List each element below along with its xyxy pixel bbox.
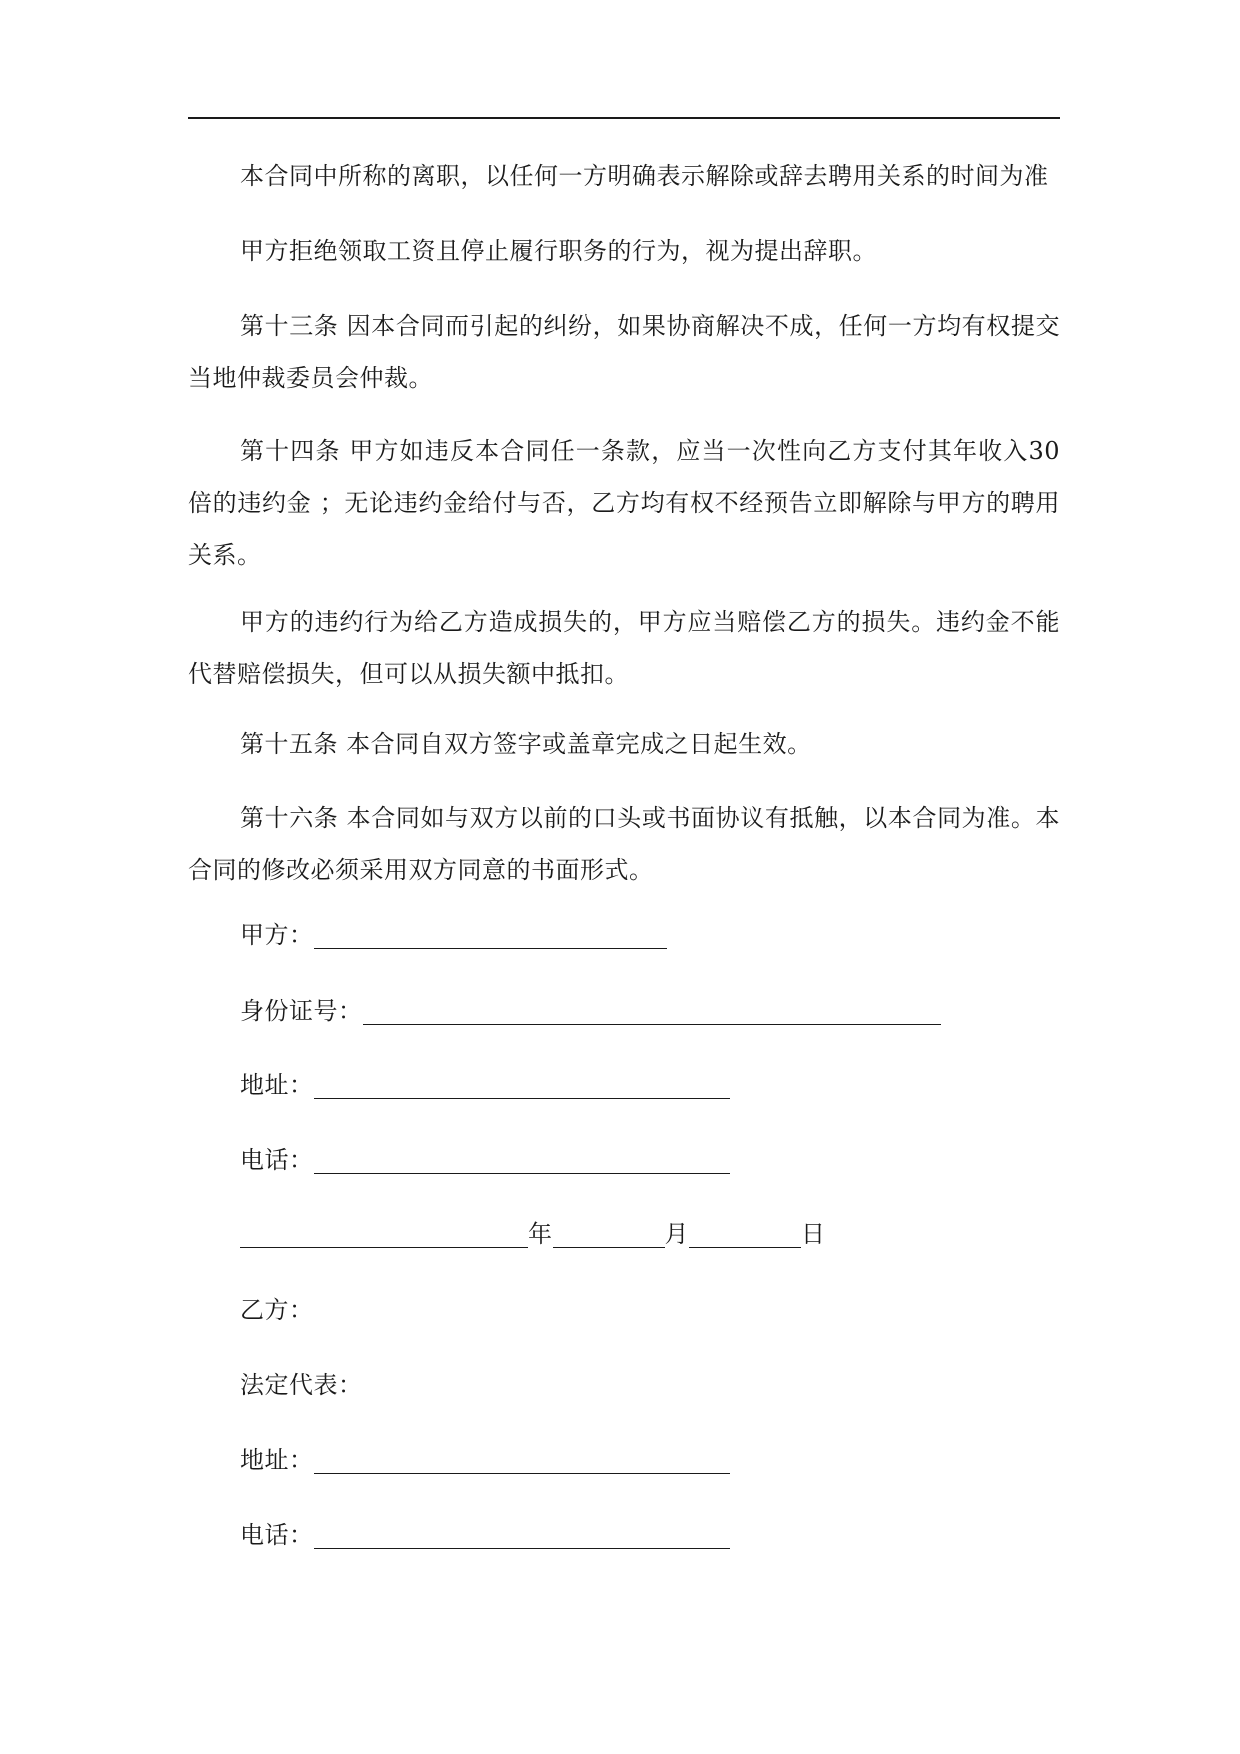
party-b-rep-label: 法定代表：: [240, 1371, 363, 1399]
party-b-rep-field: [240, 1367, 363, 1403]
party-a-name-field[interactable]: [240, 917, 667, 953]
party-b-name-label: 乙方：: [240, 1296, 314, 1324]
paragraph-damages: 甲方的违约行为给乙方造成损失的，甲方应当赔偿乙方的损失。违约金不能代替赔偿损失，但可以从损失额中抵扣。: [188, 608, 1060, 688]
paragraph-refusal-of-wages: 甲方拒绝领取工资且停止履行职务的行为，视为提出辞职。: [240, 237, 877, 265]
party-b-address-label: 地址：: [240, 1446, 314, 1474]
party-b-phone-field[interactable]: [240, 1517, 730, 1553]
party-a-name-label: 甲方：: [240, 921, 314, 949]
party-a-id-label: 身份证号：: [240, 997, 363, 1025]
date-day-blank[interactable]: [689, 1223, 801, 1248]
paragraph-article-13: 第十三条 因本合同而引起的纠纷，如果协商解决不成，任何一方均有权提交当地仲裁委员会仲裁。: [188, 312, 1060, 392]
date-day-label: 日: [801, 1220, 826, 1248]
party-a-address-field[interactable]: [240, 1067, 730, 1103]
party-a-address-blank[interactable]: [314, 1074, 730, 1099]
paragraph-article-16: 第十六条 本合同如与双方以前的口头或书面协议有抵触，以本合同为准。本合同的修改必须采用双方同意的书面形式。: [188, 804, 1060, 884]
party-a-id-field[interactable]: [240, 993, 941, 1029]
paragraph-article-15: 第十五条 本合同自双方签字或盖章完成之日起生效。: [240, 730, 812, 758]
party-a-phone-blank[interactable]: [314, 1149, 730, 1174]
party-b-name-field: [240, 1292, 314, 1328]
party-b-phone-blank[interactable]: [314, 1524, 730, 1549]
party-b-phone-label: 电话：: [240, 1521, 314, 1549]
party-a-phone-label: 电话：: [240, 1146, 314, 1174]
date-year-label: 年: [528, 1220, 553, 1248]
party-a-id-blank[interactable]: [363, 1000, 941, 1025]
party-a-phone-field[interactable]: [240, 1142, 730, 1178]
party-a-address-label: 地址：: [240, 1071, 314, 1099]
signing-date-field[interactable]: [240, 1216, 826, 1252]
paragraph-article-14: 第十四条 甲方如违反本合同任一条款，应当一次性向乙方支付其年收入30倍的违约金 ；无论违约金给付与否，乙方均有权不经预告立即解除与甲方的聘用关系。: [188, 437, 1060, 569]
paragraph-resignation-definition: 本合同中所称的离职，以任何一方明确表示解除或辞去聘用关系的时间为准: [240, 162, 1049, 190]
party-b-address-field[interactable]: [240, 1442, 730, 1478]
party-b-address-blank[interactable]: [314, 1449, 730, 1474]
date-month-blank[interactable]: [553, 1223, 665, 1248]
party-a-name-blank[interactable]: [314, 924, 667, 949]
date-month-label: 月: [664, 1220, 689, 1248]
header-rule: [188, 117, 1060, 119]
date-year-blank[interactable]: [240, 1223, 528, 1248]
